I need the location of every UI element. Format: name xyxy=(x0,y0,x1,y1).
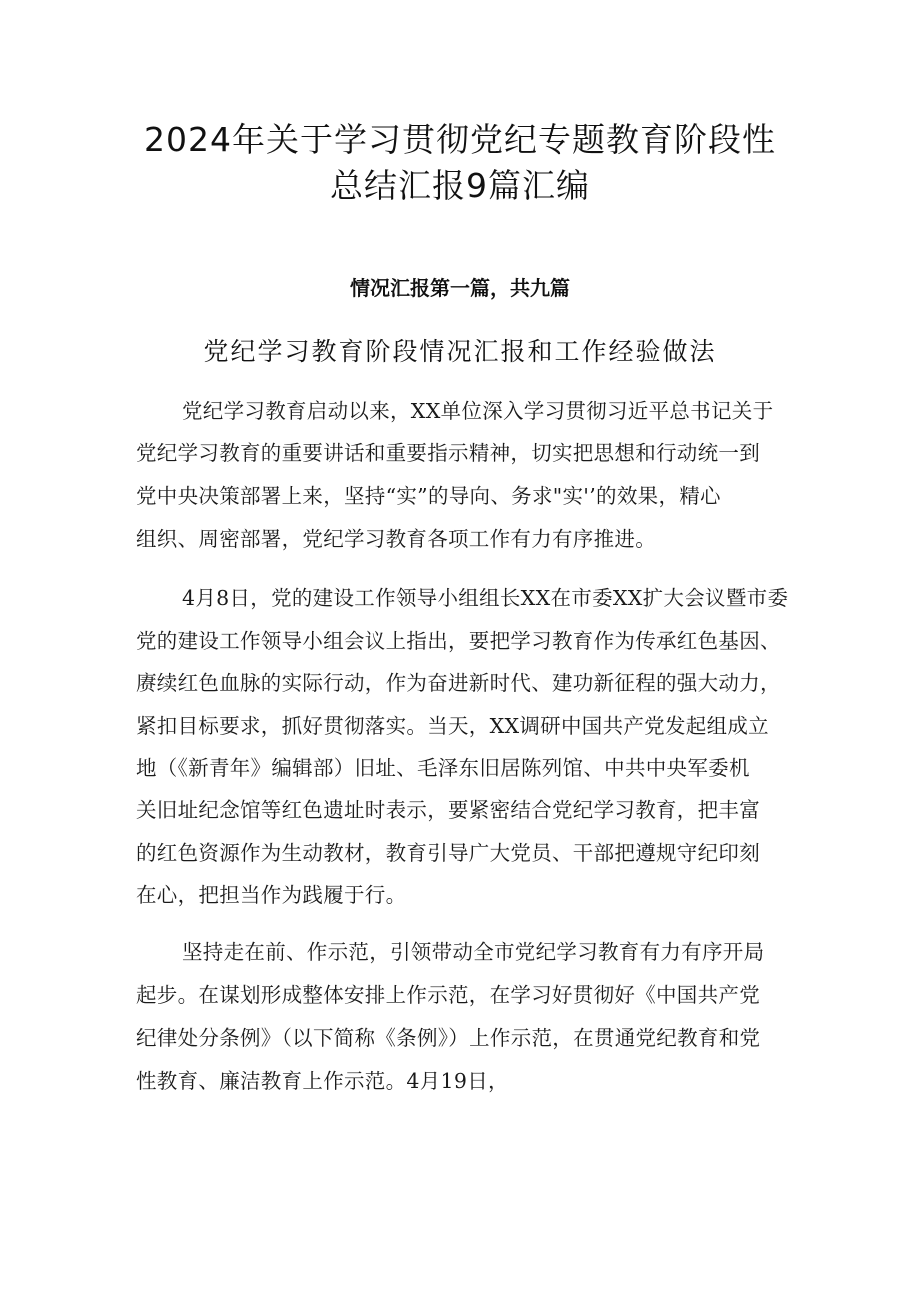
paragraph-line: 党中央决策部署上来，坚持“实”的导向、务求"实'’的效果，精心 xyxy=(136,484,721,508)
paragraph-line: 在心，把担当作为践履于行。 xyxy=(136,883,407,907)
paragraph-line: 坚持走在前、作示范，引领带动全市党纪学习教育有力有序开局 xyxy=(182,940,765,964)
paragraph-line: 赓续红色血脉的实际行动，作为奋进新时代、建功新征程的强大动力， xyxy=(136,671,781,695)
paragraph-line: 地（《新青年》编辑部）旧址、毛泽东旧居陈列馆、中共中央军委机 xyxy=(136,756,750,780)
paragraph-line: 党的建设工作领导小组会议上指出，要把学习教育作为传承红色基因、 xyxy=(136,629,781,653)
paragraph-line: 党纪学习教育的重要讲话和重要指示精神，切实把思想和行动统一到 xyxy=(136,441,760,465)
document-title-line-2: 总结汇报9篇汇编 xyxy=(330,166,590,205)
report-subtitle: 党纪学习教育阶段情况汇报和工作经验做法 xyxy=(203,337,717,366)
paragraph-line: 组织、周密部署，党纪学习教育各项工作有力有序推进。 xyxy=(136,527,656,551)
paragraph-line: 纪律处分条例》（以下简称《条例》）上作示范，在贯通党纪教育和党 xyxy=(136,1026,761,1050)
paragraph-line: 关旧址纪念馆等红色遗址时表示，要紧密结合党纪学习教育，把丰富 xyxy=(136,798,760,822)
paragraph-line: 党纪学习教育启动以来，XX单位深入学习贯彻习近平总书记关于 xyxy=(182,399,774,423)
paragraph-line: 紧扣目标要求，抓好贯彻落实。当天，XX调研中国共产党发起组成立 xyxy=(136,714,769,738)
paragraph-line: 性教育、廉洁教育上作示范。4月19日， xyxy=(136,1069,509,1093)
paragraph-line: 的红色资源作为生动教材，教育引导广大党员、干部把遵规守纪印刻 xyxy=(136,841,760,865)
paragraph-line: 4月8日，党的建设工作领导小组组长XX在市委XX扩大会议暨市委 xyxy=(182,586,789,610)
section-heading: 情况汇报第一篇，共九篇 xyxy=(350,276,570,300)
document-title-line-1: 2024年关于学习贯彻党纪专题教育阶段性 xyxy=(144,120,776,159)
paragraph-line: 起步。在谋划形成整体安排上作示范，在学习好贯彻好《中国共产党 xyxy=(136,983,760,1007)
